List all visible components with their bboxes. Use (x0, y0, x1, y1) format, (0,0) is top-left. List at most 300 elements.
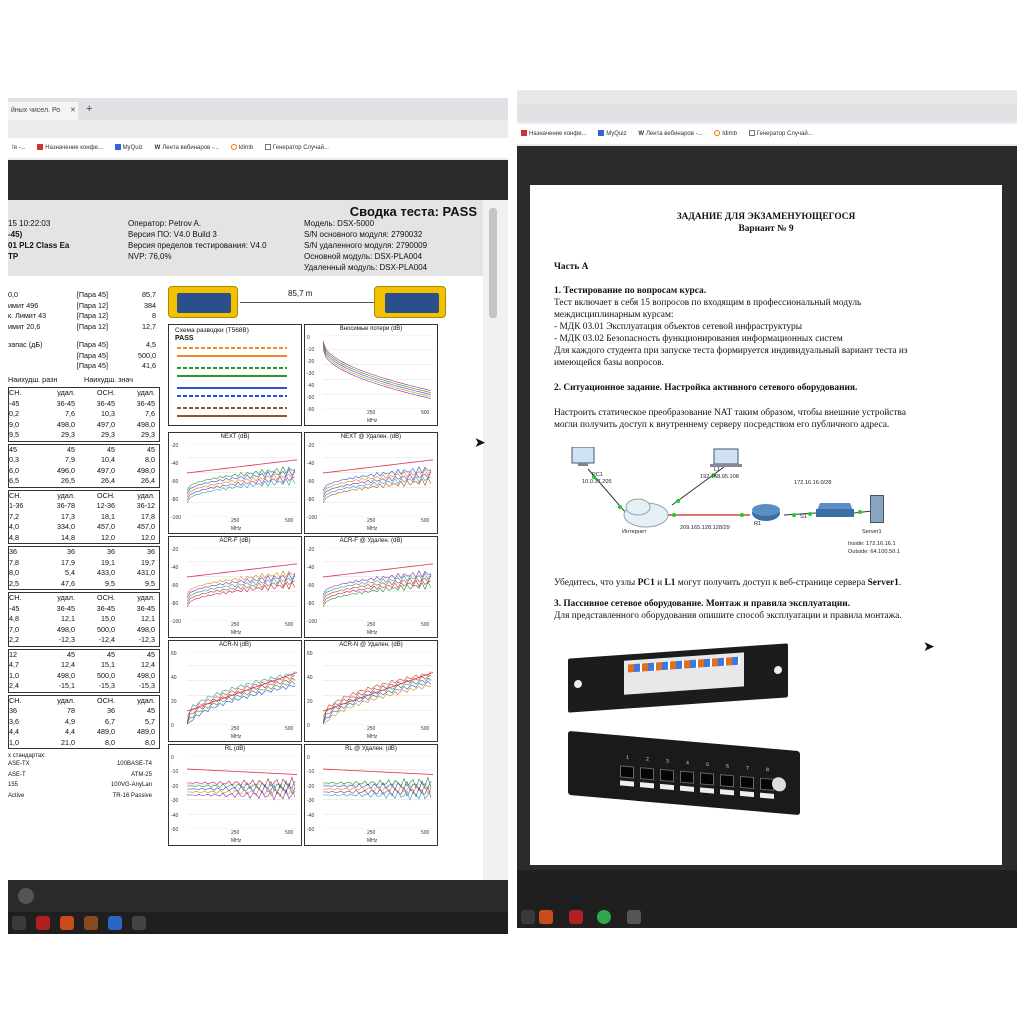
stats-cell: 12,7 (142, 321, 156, 331)
stats-row (9, 445, 159, 456)
x-axis-label: MHz (367, 838, 378, 844)
stats-row (9, 681, 159, 692)
bookmark-label: Лента вебинаров -... (162, 145, 219, 151)
stats-cell: -12,4 (98, 635, 115, 644)
y-tick-label: -20 (307, 359, 315, 365)
y-tick-label: -40 (307, 812, 315, 819)
bookmark-item[interactable] (638, 125, 702, 137)
stats-cell: 21,0 (61, 737, 75, 747)
y-tick-label: -80 (171, 601, 179, 607)
taskbar-icon[interactable] (108, 916, 122, 930)
stats-cell: 8 (152, 311, 156, 320)
rj45-jack-icon (700, 772, 714, 785)
plot-area (323, 651, 433, 725)
stats-cell: ОСН. (97, 388, 115, 397)
stats-cell: 8,0 (105, 737, 115, 747)
chart-7 (168, 744, 302, 846)
stats-cell: 498,0 (57, 624, 75, 634)
right-screenshot (517, 90, 1017, 928)
stats-cell: 5,7 (145, 716, 155, 726)
taskbar-icon[interactable] (521, 910, 535, 924)
header-mid-col (128, 218, 267, 262)
y-tick-label: -20 (307, 783, 315, 790)
chart-8 (304, 744, 438, 846)
limit-line (187, 564, 297, 577)
plot-area (323, 443, 433, 517)
test-report-page (8, 200, 483, 880)
s1-label: S1 (800, 514, 807, 520)
stats-cell: 2,2 (9, 635, 19, 644)
l1-label: L1 (714, 467, 721, 473)
stats-cell: -12,3 (138, 635, 155, 644)
stats-cell: 36 (107, 547, 115, 556)
x-tick-label: 500 (421, 726, 430, 732)
y-tick-label: -50 (171, 827, 179, 833)
chart-title: RL @ Удален. (dB) (345, 746, 397, 752)
stats-cell: 9,5 (9, 430, 19, 439)
stats-cell: 496,0 (57, 465, 75, 475)
x-axis-label: MHz (367, 526, 378, 532)
x-axis-label: MHz (367, 418, 378, 424)
y-tick-label: -60 (307, 583, 315, 589)
trace-line (187, 478, 295, 503)
stats-row (9, 388, 159, 399)
stats-cell: 12,0 (101, 532, 115, 542)
taskbar-icon[interactable] (12, 916, 26, 930)
port-label-strip (680, 786, 694, 792)
trace-line (323, 341, 431, 391)
browser-tab-bar (517, 90, 1017, 104)
x-tick-label: 500 (285, 622, 294, 628)
header-line: 01 PL2 Class Ea (8, 241, 70, 250)
x-axis-label: MHz (231, 838, 242, 844)
stats-cell: СН. (9, 490, 22, 500)
stats-cell: 36-45 (56, 398, 75, 408)
x-tick-label: 500 (285, 518, 294, 524)
header-line: -45) (8, 230, 23, 239)
y-tick-label: 0 (307, 755, 310, 761)
server-outside-ip: Outside: 64.100.50.1 (848, 549, 900, 555)
stats-cell: 7,0 (9, 624, 19, 634)
stats-cell: 36 (147, 547, 155, 556)
stats-cell: 498,0 (57, 419, 75, 429)
bookmark-item[interactable] (521, 124, 587, 137)
y-tick-label: 60 (171, 651, 177, 657)
stats-cell: [Пара 45] (76, 290, 108, 299)
stats-cell: 7,9 (65, 455, 75, 464)
stats-row (9, 501, 159, 512)
stats-row (8, 791, 160, 802)
y-tick-label: 0 (307, 723, 310, 729)
stats-cell: 14,8 (61, 532, 75, 542)
x-tick-label: 250 (367, 622, 376, 628)
y-tick-label: 40 (307, 675, 313, 681)
stats-cell: 12,0 (141, 532, 155, 542)
stats-cell: 45 (147, 444, 155, 454)
bookmark-item[interactable] (749, 124, 813, 137)
new-tab-icon[interactable]: + (86, 103, 93, 115)
section-1-line: Для каждого студента при запуске теста формируется индивидуальный вариант теста из (554, 346, 908, 356)
stats-cell: 4,7 (9, 660, 19, 669)
stats-cell: 78 (67, 706, 75, 715)
x-tick-label: 250 (367, 830, 376, 836)
stats-cell: 4,8 (9, 614, 19, 623)
taskbar-icon[interactable] (60, 916, 74, 930)
stats-cell: 4,4 (65, 727, 75, 736)
stats-cell: 45 (9, 444, 17, 454)
stats-row (8, 340, 160, 351)
taskbar-icon[interactable] (627, 910, 641, 924)
rj45-port (740, 762, 755, 797)
stats-cell: 10,4 (101, 455, 115, 464)
y-tick-label: -20 (171, 443, 179, 449)
stats-cell: 36-45 (56, 603, 75, 613)
text-run: Server1 (867, 578, 899, 588)
stats-row (8, 322, 160, 333)
stats-cell: 45 (67, 649, 75, 659)
rj45-port (720, 760, 735, 795)
trace-line (187, 685, 295, 724)
stats-cell: 36-45 (96, 603, 115, 613)
stats-cell: имит 20,6 (8, 321, 41, 331)
header-line: 15 10:22:03 (8, 219, 51, 228)
server1-label: Server1 (862, 529, 882, 535)
stats-cell: 4,5 (146, 340, 156, 349)
stats-cell: 457,0 (97, 522, 115, 531)
y-tick-label: 20 (171, 699, 177, 705)
stats-cell: 12,1 (61, 614, 75, 623)
port-number: 3 (666, 758, 669, 765)
limit-line (323, 460, 433, 473)
bookmark-icon (521, 130, 527, 136)
trace-line (323, 478, 431, 503)
stats-cell: 12,4 (141, 660, 155, 669)
stats-cell: 36 (67, 547, 75, 556)
trace-line (323, 685, 431, 724)
stats-row (9, 522, 159, 533)
stats-cell: [Пара 45] (76, 340, 108, 349)
header-line: S/N основного модуля: 2790032 (304, 230, 423, 239)
y-tick-label: -40 (171, 812, 179, 819)
stats-row (9, 476, 159, 487)
y-tick-label: 40 (171, 675, 177, 681)
section-2-line: Настроить статическое преобразование NAT таким образом, чтобы внешние устройства (554, 408, 907, 418)
remote-tester-image (374, 286, 446, 318)
mouse-cursor-icon: ➤ (474, 434, 486, 450)
stats-cell: 334,0 (57, 522, 75, 531)
stats-cell: 100BASE-T4 (116, 761, 152, 767)
stats-cell: [Пара 12] (76, 311, 108, 320)
stats-row (9, 625, 159, 636)
bookmark-item[interactable] (115, 138, 143, 151)
bookmark-item[interactable] (155, 139, 219, 151)
stats-row (8, 759, 160, 770)
text-run: Убедитесь, что узлы (554, 578, 638, 588)
y-tick-label: -80 (307, 601, 315, 607)
stats-cell: 29,3 (61, 430, 75, 439)
stats-cell: 489,0 (137, 727, 155, 736)
bookmark-item[interactable] (37, 138, 103, 151)
stats-table (8, 444, 160, 488)
stats-cell: 384 (144, 300, 156, 310)
stats-cell: -15,1 (58, 681, 75, 690)
bookmark-label: Лента вебинаров -... (645, 131, 703, 137)
stats-cell: 2,4 (9, 681, 19, 690)
stats-cell: 36 (9, 547, 17, 556)
taskbar-icon[interactable] (569, 910, 583, 924)
stats-cell: [Пара 45] (76, 361, 108, 370)
stats-cell: СН. (9, 593, 22, 602)
y-tick-label: -80 (307, 497, 315, 503)
stats-cell: 457,0 (137, 522, 155, 531)
stats-cell: удал. (137, 695, 155, 705)
stats-cell: -15,3 (138, 681, 155, 690)
stats-cell: 15,0 (101, 614, 115, 623)
rj45-port (660, 755, 675, 790)
y-tick-label: -10 (307, 769, 315, 776)
chart-title: ACR-N (dB) (218, 642, 251, 648)
text-run: и (654, 578, 665, 588)
stats-cell: 36-45 (96, 398, 115, 408)
bookmark-icon (37, 144, 43, 150)
x-tick-label: 500 (421, 622, 430, 628)
chart-title: ACR-F @ Удален. (dB) (339, 538, 403, 544)
stats-cell: 45 (147, 649, 155, 659)
bookmark-label: Idimb (722, 131, 737, 137)
stats-cell: 4,0 (9, 522, 19, 531)
chart-title: Вносимые потери (dB) (339, 326, 403, 332)
bookmark-item[interactable] (598, 124, 626, 137)
l1-ip-label: 192.168.95.108 (700, 474, 739, 480)
section-1-title: 1. Тестирование по вопросам курса. (554, 286, 707, 296)
stats-cell: ATM-25 (131, 771, 152, 778)
header-line: Модель: DSX-5000 (304, 219, 375, 228)
port-label-strip (700, 787, 714, 793)
port-number: 7 (746, 765, 749, 772)
main-tester-image (168, 286, 238, 318)
taskbar-icon[interactable] (84, 916, 98, 930)
taskbar-icon[interactable] (132, 916, 146, 930)
stats-row (8, 290, 160, 301)
pc1-icon (572, 447, 594, 466)
stats-cell: 7,2 (9, 511, 19, 521)
rj45-jack-icon (620, 765, 634, 778)
stats-heading: Наихудш. разн (8, 374, 58, 384)
stats-cell: 0,0 (8, 290, 18, 299)
bookmark-icon (265, 144, 271, 150)
stats-cell: 36 (107, 706, 115, 715)
x-axis-label: MHz (231, 734, 242, 740)
stats-table (8, 490, 160, 545)
stats-cell: 6,7 (105, 716, 115, 726)
chart-4 (304, 536, 438, 638)
viewer-bottom-bar (8, 880, 508, 912)
stats-cell: 36-45 (136, 398, 155, 408)
stats-cell: -45 (9, 603, 20, 613)
stats-row (9, 579, 159, 590)
trace-line (323, 675, 431, 721)
stats-row (8, 351, 160, 362)
x-tick-label: 500 (285, 830, 294, 836)
stats-cell: удал. (57, 490, 75, 500)
stats-row (8, 770, 160, 781)
port-label-strip (640, 782, 654, 788)
stats-cell: [Пара 45] (76, 350, 108, 360)
y-tick-label: 0 (171, 723, 174, 729)
scrollbar-thumb[interactable] (489, 208, 497, 318)
stats-cell: 0,3 (9, 455, 19, 464)
clean-icon[interactable] (18, 888, 34, 904)
y-tick-label: -100 (171, 515, 182, 521)
browser-tab[interactable] (8, 102, 78, 120)
stats-row (9, 738, 159, 749)
stats-cell: 29,3 (141, 430, 155, 439)
stats-cell: 500,0 (138, 350, 156, 360)
stats-table (8, 387, 160, 442)
stats-cell: 3,6 (9, 716, 19, 726)
taskbar (8, 912, 508, 934)
x-tick-label: 250 (231, 726, 240, 732)
stats-row (9, 604, 159, 615)
stats-table (8, 695, 160, 750)
y-tick-label: 0 (171, 755, 174, 761)
stats-cell: 7,6 (65, 409, 75, 418)
stats-cell: 45 (107, 649, 115, 659)
chart-title: ACR-F (dB) (219, 538, 251, 544)
y-tick-label: -20 (171, 547, 179, 553)
close-tab-icon[interactable]: ✕ (70, 107, 76, 114)
bookmark-item[interactable] (265, 138, 329, 151)
stats-cell: -15,3 (98, 681, 115, 690)
stats-cell: 47,6 (61, 578, 75, 588)
trace-line (323, 343, 431, 393)
rj45-port (680, 757, 695, 792)
port-number: 8 (766, 767, 769, 774)
chart-5 (168, 640, 302, 742)
stats-cell: 497,0 (97, 465, 115, 475)
scrollbar[interactable] (483, 200, 508, 880)
stats-cell: 19,7 (141, 557, 155, 567)
stats-row (8, 301, 160, 312)
stats-row (9, 706, 159, 717)
w-icon: W (638, 131, 644, 137)
stats-cell: 1,0 (9, 737, 19, 747)
bookmark-item[interactable] (714, 124, 737, 137)
plot-area (323, 335, 433, 409)
stats-cell: 12,4 (61, 660, 75, 669)
section-3-title: 3. Пассивное сетевое оборудование. Монтаж и правила эксплуатации. (554, 599, 851, 609)
x-tick-label: 500 (421, 518, 430, 524)
stats-row (8, 311, 160, 322)
trace-line (323, 347, 431, 397)
report-title: Сводка теста: PASS (349, 204, 477, 219)
header-right-col (304, 218, 427, 273)
stats-cell: 433,0 (97, 568, 115, 577)
stats-cell: 15,1 (101, 660, 115, 669)
stats-table (8, 649, 160, 693)
bookmark-label: Генератор Случай... (272, 145, 329, 151)
y-tick-label: -40 (171, 565, 179, 571)
stats-cell: ASE-TX (8, 761, 30, 767)
stats-row (8, 361, 160, 372)
stats-cell: удал. (57, 388, 75, 397)
stats-cell: 18,1 (101, 511, 115, 521)
bookmark-icon (749, 130, 755, 136)
bookmark-item[interactable]: !я -... (12, 145, 26, 151)
section-2-title: 2. Ситуационное задание. Настройка активного сетевого оборудования. (554, 383, 858, 393)
stats-cell: 500,0 (97, 624, 115, 634)
left-screenshot (8, 98, 508, 934)
taskbar-icon[interactable] (539, 910, 553, 924)
stats-cell: 498,0 (57, 670, 75, 680)
stats-row (9, 614, 159, 625)
header-left-col (8, 218, 69, 262)
limit-line (187, 673, 297, 712)
chart-3 (168, 536, 302, 638)
y-tick-label: -60 (171, 583, 179, 589)
port-number: 4 (686, 760, 689, 767)
whatsapp-icon[interactable] (597, 910, 611, 924)
y-tick-label: -30 (171, 798, 179, 805)
y-tick-label: -10 (171, 769, 179, 776)
stats-cell: 498,0 (137, 624, 155, 634)
stats-cell: 36 (9, 706, 17, 715)
trace-line (187, 675, 295, 721)
stats-cell: 36-45 (136, 603, 155, 613)
stats-cell: 498,0 (137, 465, 155, 475)
section-1-line: - МДК 03.02 Безопасность функционирования информационных систем (554, 334, 843, 344)
stats-cell: 6,0 (9, 465, 19, 475)
bookmarks-bar (517, 124, 1017, 144)
stats-cell: 26,5 (61, 476, 75, 485)
chart-0 (304, 324, 438, 426)
stats-row (9, 409, 159, 420)
rj45-port (620, 751, 635, 786)
taskbar-icon[interactable] (36, 916, 50, 930)
server-inside-ip: Inside: 172.16.16.1 (848, 541, 896, 547)
stats-cell: 498,0 (137, 670, 155, 680)
w-icon: W (154, 145, 161, 151)
bookmark-item[interactable] (231, 138, 254, 151)
stats-cell: 500,0 (97, 670, 115, 680)
stats-cell: 100VG-AnyLan (110, 782, 152, 788)
x-tick-label: 250 (367, 518, 376, 524)
standards-block (8, 753, 160, 801)
x-axis-label: MHz (367, 734, 378, 740)
address-bar-area (517, 104, 1017, 122)
y-tick-label: 60 (307, 651, 313, 657)
stats-cell: имит 496 (8, 300, 39, 310)
chart-title: RL (dB) (224, 746, 246, 752)
plot-area (187, 547, 297, 621)
y-tick-label: -50 (307, 395, 315, 401)
y-tick-label: -30 (307, 798, 315, 805)
switch-s1-icon (816, 503, 854, 517)
stats-cell: 9,5 (145, 578, 155, 588)
stats-cell: 9,0 (9, 419, 19, 429)
stats-cell: 4,4 (9, 727, 19, 736)
stats-cell: ОСН. (97, 490, 115, 500)
section-1-line: Тест включает в себя 15 вопросов по входящим в профессиональный модуль (554, 298, 862, 308)
stats-cell: 7,8 (9, 557, 19, 567)
mouse-cursor-icon: ➤ (923, 638, 935, 654)
stats-cell: 41,6 (142, 361, 156, 370)
y-tick-label: -100 (307, 515, 318, 521)
stats-row (9, 727, 159, 738)
stats-cell: 17,9 (61, 557, 75, 567)
stats-row (9, 650, 159, 661)
y-tick-label: -50 (307, 827, 315, 833)
